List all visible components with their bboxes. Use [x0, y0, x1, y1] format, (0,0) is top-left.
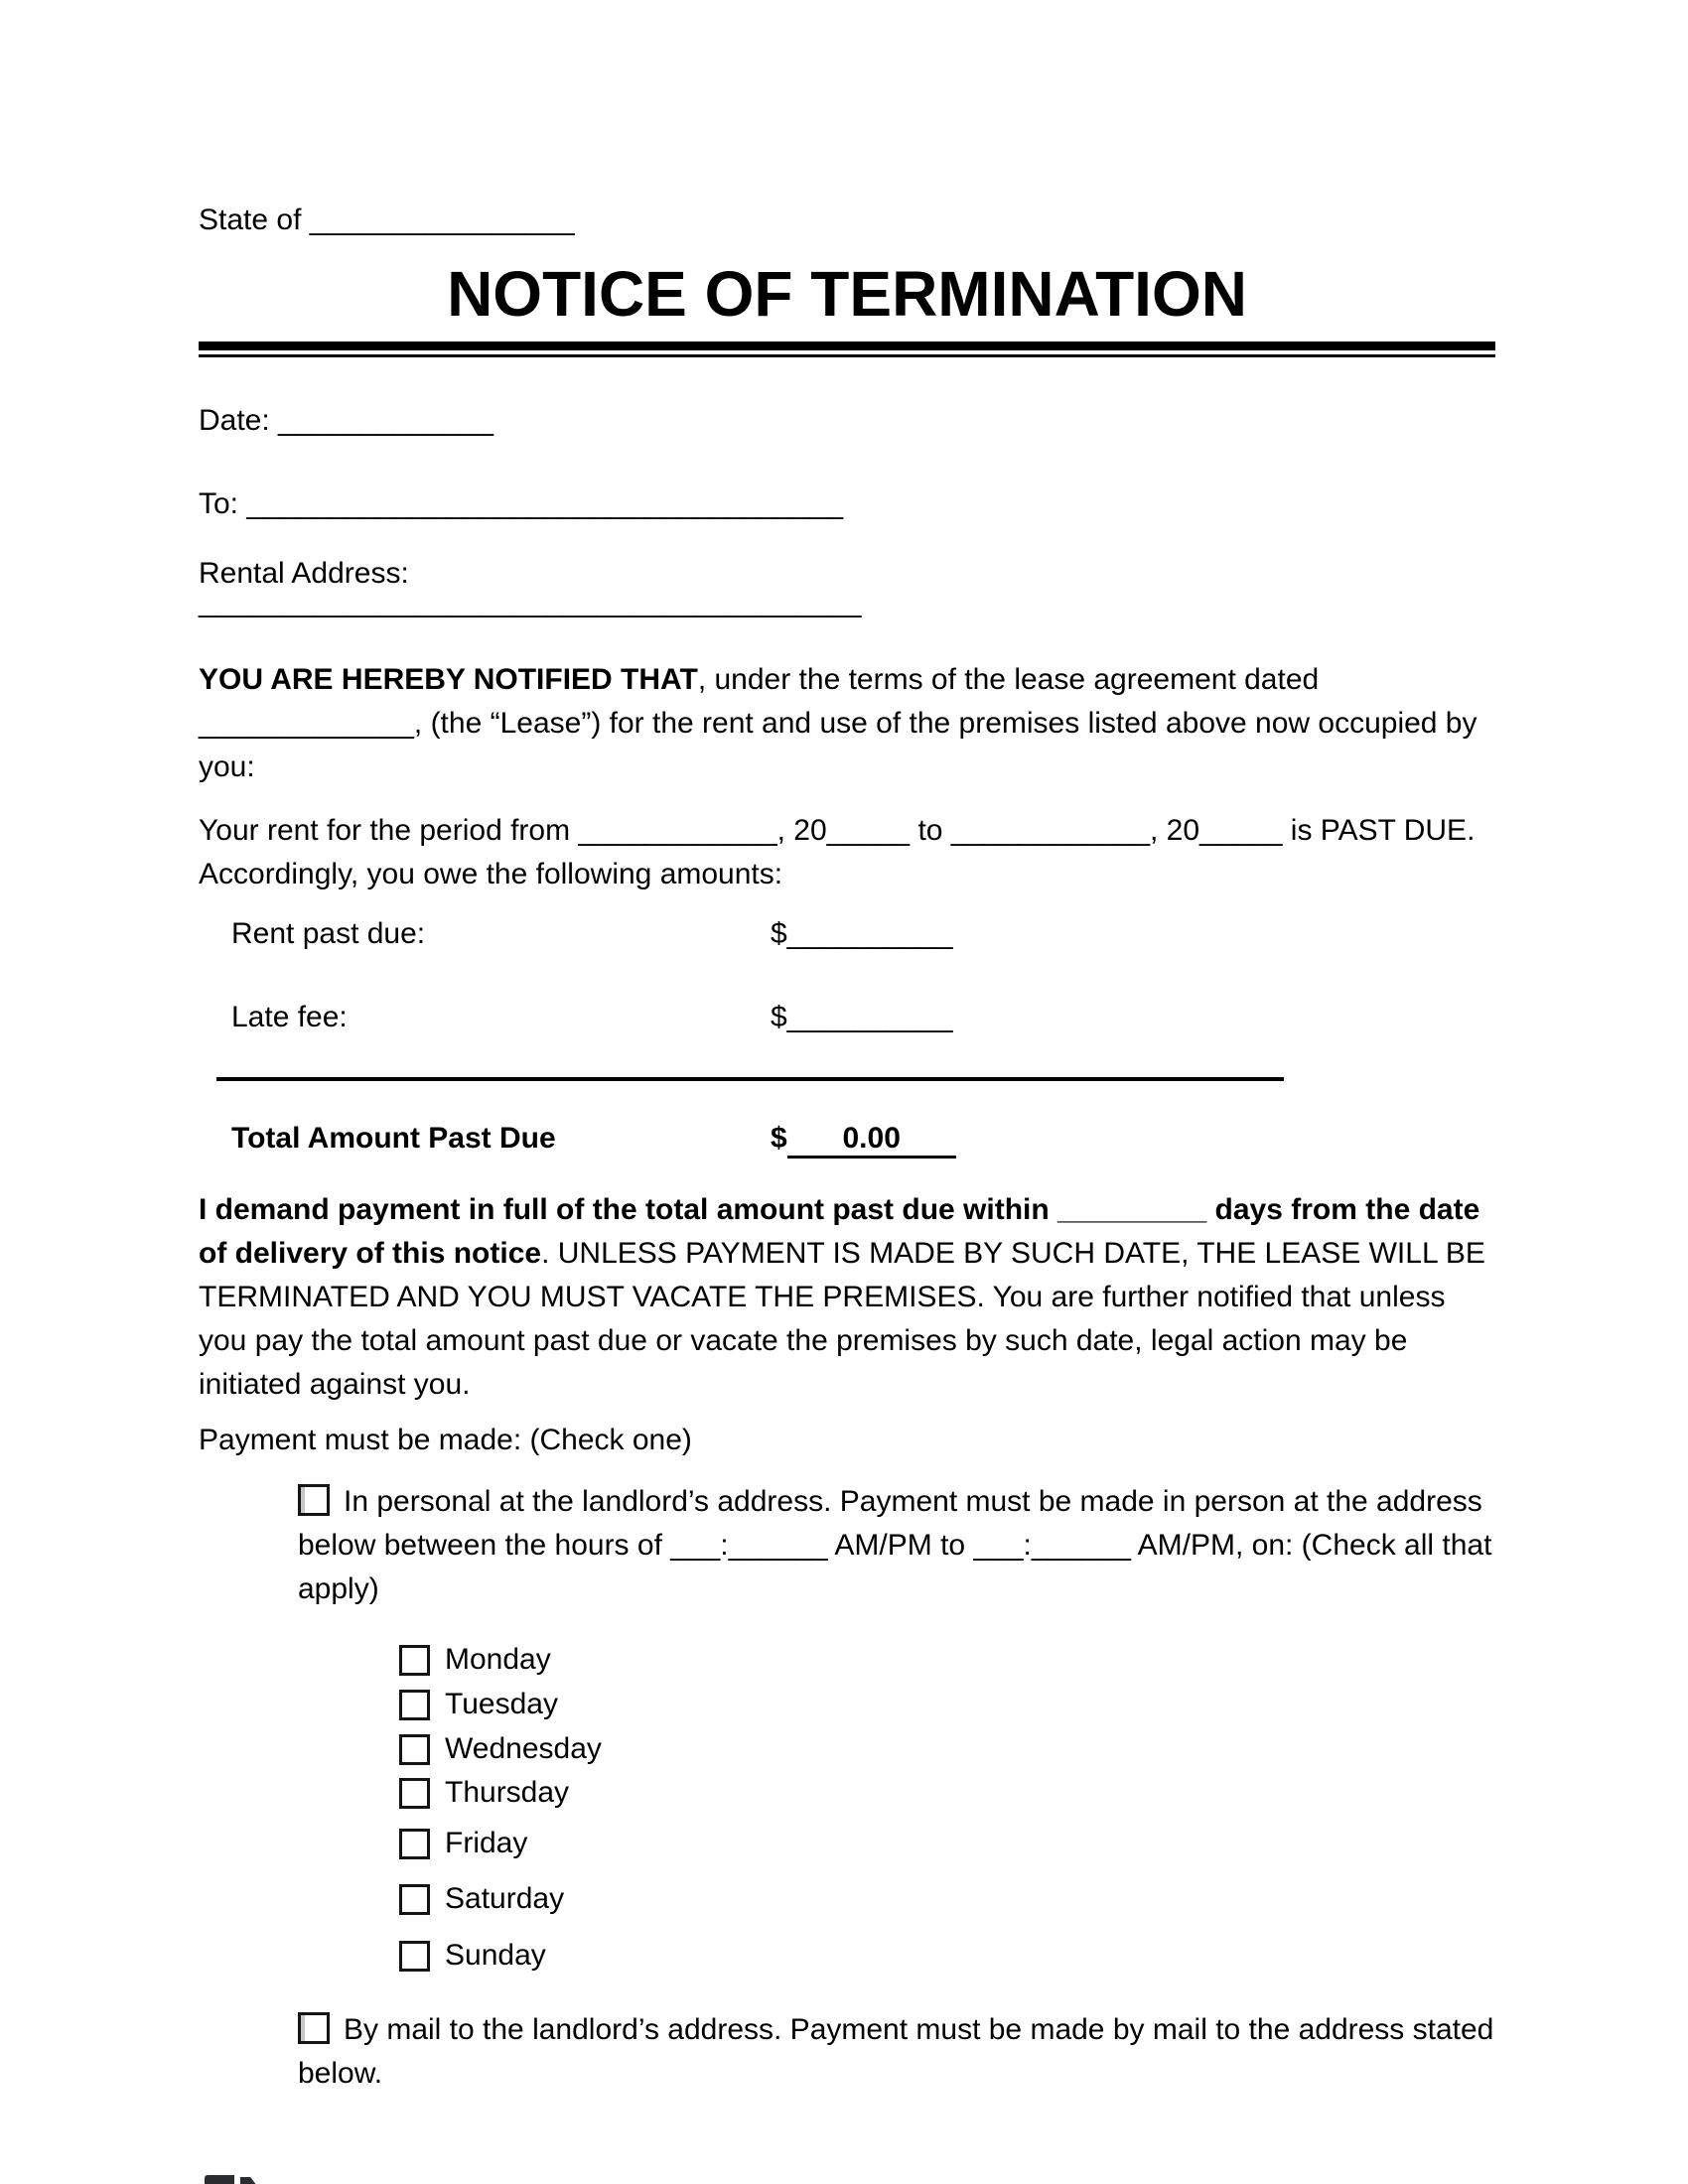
day-item-friday	[399, 1822, 1495, 1865]
state-blank[interactable]: ________________	[309, 204, 575, 236]
day-label-monday: Monday	[445, 1643, 551, 1676]
day-label-thursday: Thursday	[445, 1776, 570, 1809]
in-person-option	[298, 1480, 1495, 1611]
late-fee-row	[231, 996, 1495, 1039]
checkbox-sunday[interactable]	[399, 1941, 430, 1972]
to-label: To:	[199, 487, 247, 520]
total-amount-row	[231, 1117, 1495, 1160]
day-label-tuesday: Tuesday	[445, 1688, 558, 1720]
by-mail-text: By mail to the landlord’s address. Payment must be made by mail to the address stated below.	[298, 2013, 1494, 2090]
in-person-text: In personal at the landlord’s address. Payment must be made in person at the address below between the hours of ___:______ AM/PM to ___:______ AM/PM, on: (Check all that apply)	[298, 1485, 1492, 1605]
checkbox-wednesday[interactable]	[399, 1734, 430, 1765]
day-item-tuesday	[399, 1683, 1495, 1726]
demand-bold-tail: days from the date of delivery of this notice	[199, 1193, 1480, 1270]
to-blank[interactable]: ____________________________________	[246, 487, 844, 520]
notified-paragraph	[199, 658, 1495, 789]
checkbox-by-mail[interactable]	[298, 2012, 330, 2044]
state-of-label: State of	[199, 204, 310, 236]
legaltemplates-logo	[205, 2175, 258, 2184]
page-title: NOTICE OF TERMINATION	[447, 258, 1247, 330]
demand-days-blank[interactable]: _________	[1057, 1193, 1207, 1226]
date-label: Date:	[199, 404, 279, 437]
rental-address-label: Rental Address:	[199, 557, 409, 590]
day-label-sunday: Sunday	[445, 1939, 546, 1972]
title-rule-thick	[199, 341, 1495, 350]
checkbox-in-person[interactable]	[298, 1484, 330, 1516]
rent-past-due-label: Rent past due:	[231, 917, 426, 950]
rent-period-paragraph: Your rent for the period from ____________, 20_____ to ____________, 20_____ is PAST DUE. Accordingly, you owe the following amounts:	[199, 814, 1476, 890]
checkbox-friday[interactable]	[399, 1829, 430, 1859]
total-currency-prefix: $	[771, 1122, 787, 1155]
days-checklist	[399, 1638, 1495, 1978]
date-field	[199, 399, 1495, 443]
checkbox-thursday[interactable]	[399, 1778, 430, 1809]
day-item-saturday	[399, 1877, 1495, 1921]
checkbox-saturday[interactable]	[399, 1884, 430, 1915]
rental-address-blank[interactable]: ________________________________________	[199, 586, 862, 618]
day-label-friday: Friday	[445, 1827, 528, 1859]
total-amount-label: Total Amount Past Due	[231, 1122, 556, 1155]
day-item-monday	[399, 1638, 1495, 1682]
rent-past-due-row	[231, 912, 1495, 956]
notified-regular-text: , under the terms of the lease agreement dated _____________, (the “Lease”) for the rent and use of the premises listed above now occupied by you:	[199, 663, 1477, 783]
amounts-divider-rule	[216, 1077, 1284, 1081]
notified-bold-text: YOU ARE HEREBY NOTIFIED THAT	[199, 663, 698, 696]
day-item-wednesday	[399, 1727, 1495, 1771]
to-field	[199, 482, 1495, 526]
demand-paragraph	[199, 1188, 1495, 1407]
day-label-saturday: Saturday	[445, 1882, 565, 1915]
by-mail-option	[298, 2008, 1495, 2096]
date-blank[interactable]: _____________	[278, 404, 493, 437]
checkbox-tuesday[interactable]	[399, 1690, 430, 1720]
title-rule-thin	[199, 354, 1495, 357]
day-item-sunday	[399, 1934, 1495, 1978]
late-fee-label: Late fee:	[231, 1001, 348, 1033]
total-amount-value[interactable]: 0.00	[787, 1122, 956, 1159]
demand-regular-text: . UNLESS PAYMENT IS MADE BY SUCH DATE, THE LEASE WILL BE TERMINATED AND YOU MUST VACATE THE PREMISES. You are further notified that unless you pay the total amount past due or vacate the premises by such date, legal action may be initiated against you.	[199, 1237, 1485, 1401]
late-fee-blank[interactable]: $__________	[771, 1001, 953, 1033]
day-label-wednesday: Wednesday	[445, 1732, 602, 1765]
demand-bold-lead: I demand payment in full of the total amount past due within	[199, 1193, 1058, 1226]
rent-past-due-blank[interactable]: $__________	[771, 917, 953, 950]
state-of-line	[199, 199, 1495, 242]
day-item-thursday	[399, 1771, 1495, 1815]
payment-instruction: Payment must be made: (Check one)	[199, 1424, 692, 1456]
checkbox-monday[interactable]	[399, 1645, 430, 1676]
